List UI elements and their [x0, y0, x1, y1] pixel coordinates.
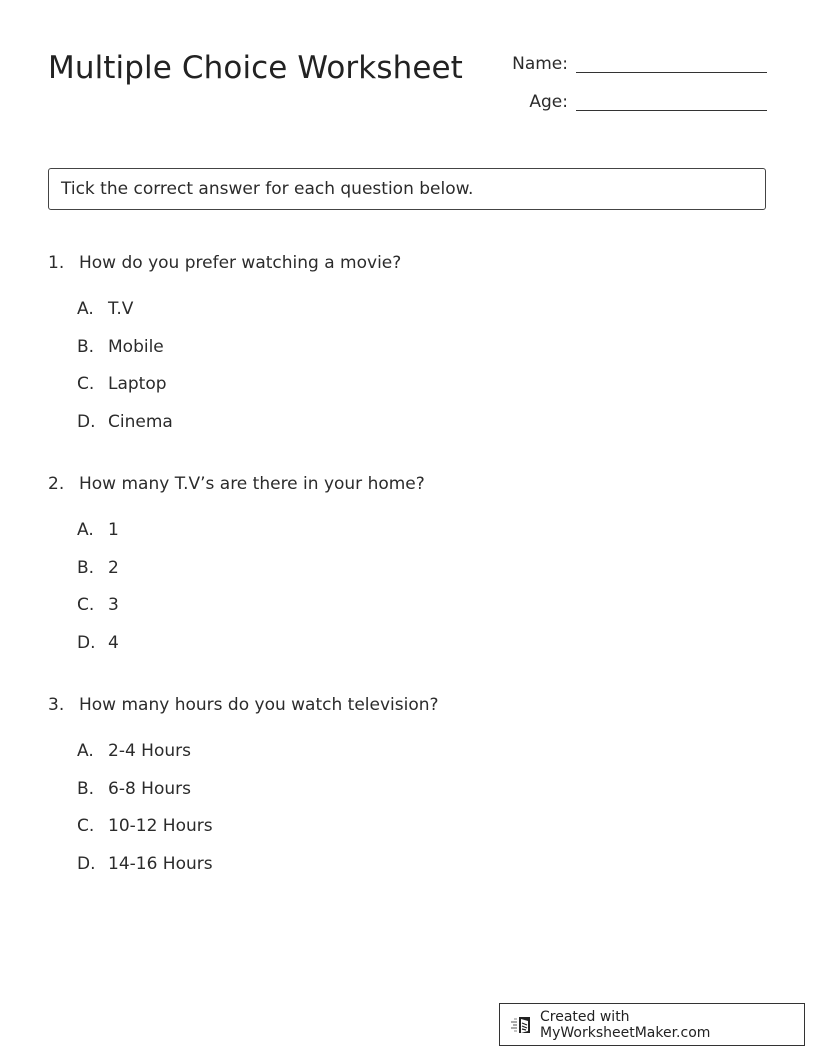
option-letter: D. — [77, 853, 96, 874]
option-letter: C. — [77, 595, 95, 615]
option-letter: B. — [77, 557, 95, 578]
age-field[interactable] — [498, 92, 767, 112]
question-number: 2. — [48, 474, 65, 494]
question-3 — [48, 694, 748, 890]
option-letter: A. — [77, 299, 94, 319]
worksheet-maker-logo-icon — [510, 1014, 534, 1036]
options-list — [48, 519, 748, 669]
question-2 — [48, 473, 748, 669]
option-letter: D. — [77, 632, 96, 653]
page-title: Multiple Choice Worksheet — [48, 50, 463, 86]
options-list — [48, 298, 748, 448]
option-a[interactable] — [77, 298, 748, 336]
option-letter: C. — [77, 816, 95, 836]
name-label: Name: — [512, 54, 568, 74]
option-text: 14-16 Hours — [108, 853, 213, 874]
age-label: Age: — [529, 92, 568, 112]
option-letter: B. — [77, 336, 95, 357]
question-number: 1. — [48, 253, 65, 273]
option-c[interactable] — [77, 815, 748, 853]
question-number: 3. — [48, 695, 65, 715]
option-letter: D. — [77, 411, 96, 432]
option-text: T.V — [108, 299, 134, 319]
option-a[interactable] — [77, 519, 748, 557]
option-a[interactable] — [77, 740, 748, 778]
name-field[interactable] — [498, 54, 767, 74]
footer-text: Created with MyWorksheetMaker.com — [540, 1008, 711, 1041]
question-1 — [48, 252, 748, 448]
option-b[interactable] — [77, 557, 748, 595]
footer-badge[interactable] — [499, 1003, 805, 1046]
option-text: 4 — [108, 632, 119, 653]
option-text: 3 — [108, 595, 119, 615]
options-list — [48, 740, 748, 890]
instructions-box — [48, 168, 766, 210]
option-d[interactable] — [77, 632, 748, 670]
option-c[interactable] — [77, 594, 748, 632]
option-text: 2-4 Hours — [108, 741, 191, 761]
option-text: Mobile — [108, 336, 164, 357]
option-text: 10-12 Hours — [108, 816, 213, 836]
option-text: 2 — [108, 557, 119, 578]
option-letter: A. — [77, 520, 94, 540]
option-letter: B. — [77, 778, 95, 799]
question-text: How many T.V’s are there in your home? — [79, 474, 425, 494]
option-letter: C. — [77, 374, 95, 394]
question-text: How do you prefer watching a movie? — [79, 253, 402, 273]
option-b[interactable] — [77, 336, 748, 374]
option-text: 1 — [108, 520, 119, 540]
option-text: Laptop — [108, 374, 167, 394]
option-c[interactable] — [77, 373, 748, 411]
option-d[interactable] — [77, 411, 748, 449]
option-text: Cinema — [108, 411, 173, 432]
option-d[interactable] — [77, 853, 748, 891]
age-input-line[interactable] — [576, 109, 767, 111]
name-input-line[interactable] — [576, 71, 767, 73]
option-letter: A. — [77, 741, 94, 761]
option-text: 6-8 Hours — [108, 778, 191, 799]
option-b[interactable] — [77, 778, 748, 816]
question-text: How many hours do you watch television? — [79, 695, 439, 715]
instructions-text: Tick the correct answer for each question below. — [61, 179, 474, 199]
